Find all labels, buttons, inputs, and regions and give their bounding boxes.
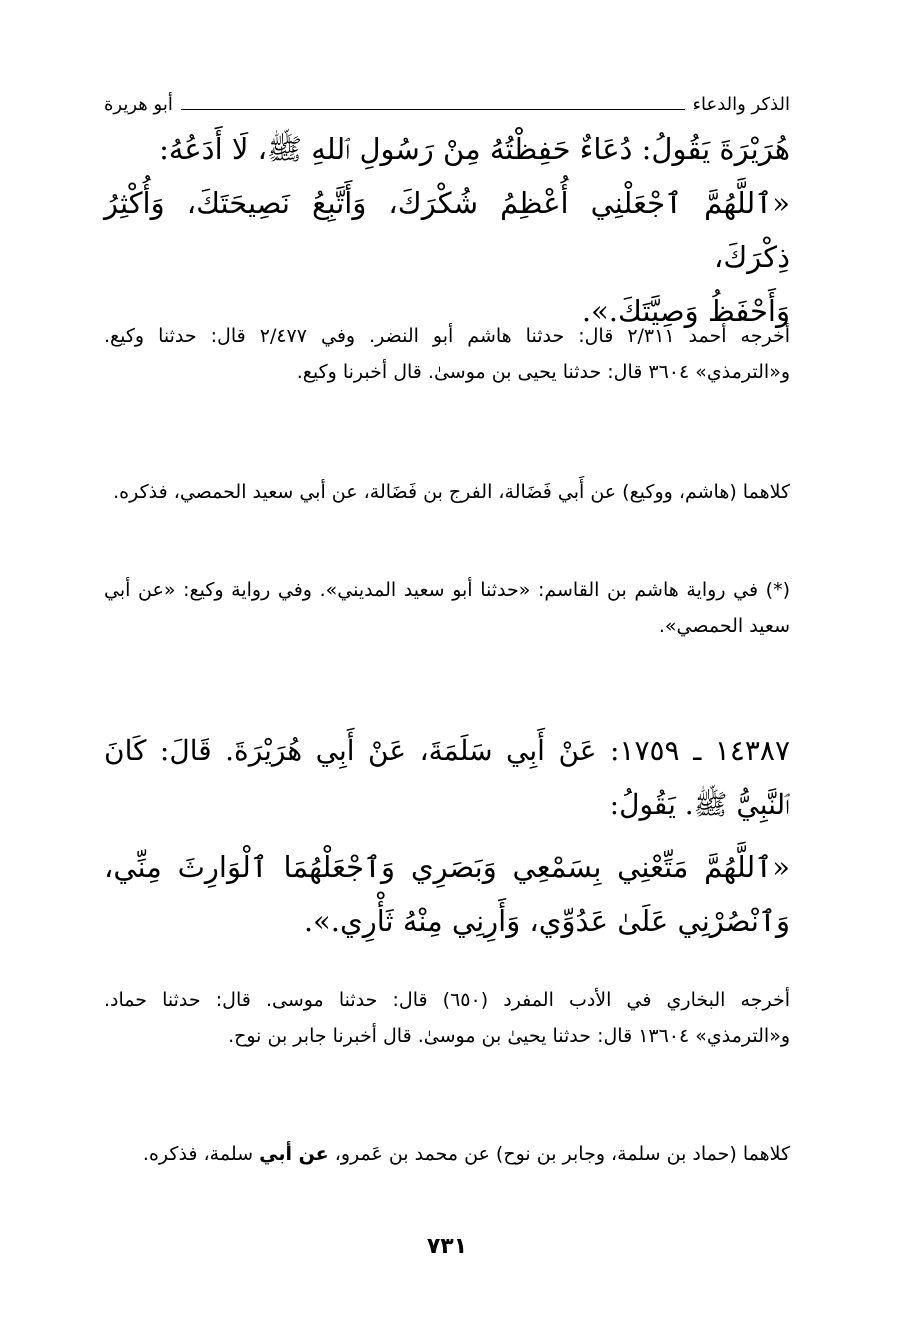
header-companion-name: أبو هريرة xyxy=(104,94,173,115)
quote-line-1: هُرَيْرَةَ يَقُولُ: دُعَاءٌ حَفِظْتُهُ مِنْ رَسُولِ ٱللهِ ﷺ، لَا أَدَعُهُ: xyxy=(159,132,790,166)
takhrij-paragraph-2: أخرجه البخاري في الأدب المفرد (٦٥٠) قال: حدثنا موسى. قال: حدثنا حماد. و«الترمذي» ١٣٦٠٤ قال: حدثنا يحيىٰ بن موسىٰ. قال أخبرنا جابر بن نوح. xyxy=(104,989,791,1047)
isnad-text-before: كلاهما (حماد بن سلمة، وجابر بن نوح) عن محمد بن عَمرو، xyxy=(328,1143,790,1165)
quote-line-3: وَأَحْفَظُ وَصِيَّتَكَ.». xyxy=(581,294,790,328)
top-quote xyxy=(104,122,790,338)
page-number: ٧٣١ xyxy=(426,1234,468,1259)
document-page xyxy=(104,86,790,1316)
header-chapter-title: الذكر والدعاء xyxy=(692,94,790,115)
hadith-heading: ١٤٣٨٧ ـ ١٧٥٩: عَنْ أَبِي سَلَمَةَ، عَنْ أَبِي هُرَيْرَةَ. قَالَ: كَانَ ٱلنَّبِيُّ ﷺ. يَقُولُ: xyxy=(104,734,790,821)
takhrij-paragraph-1: أخرجه أحمد ٢/٣١١ قال: حدثنا هاشم أبو النضر. وفي ٢/٤٧٧ قال: حدثنا وكيع. و«الترمذي» ٣٦٠٤ قال: حدثنا يحيى بن موسىٰ. قال أخبرنا وكيع. xyxy=(104,325,790,383)
hadith-1759 xyxy=(104,724,790,948)
isnad-paragraph-2 xyxy=(104,1136,790,1172)
running-header xyxy=(104,86,790,116)
quote-line-2: «ٱللَّهُمَّ ٱجْعَلْنِي أُعْظِمُ شُكْرَكَ، وَأَتَّبِعُ نَصِيحَتَكَ، وَأُكْثِرُ ذِكْرَكَ، xyxy=(104,186,790,274)
header-rule xyxy=(181,109,685,110)
hadith-quote: «ٱللَّهُمَّ مَتِّعْنِي بِسَمْعِي وَبَصَرِي وَٱجْعَلْهُمَا ٱلْوَارِثَ مِنِّي، وَٱنْصُرْنِي عَلَىٰ عَدُوِّي، وَأَرِنِي مِنْهُ ثَأْرِي.». xyxy=(104,850,790,938)
footnote-1: (*) في رواية هاشم بن القاسم: «حدثنا أبو سعيد المديني». وفي رواية وكيع: «عن أبي سعيد الحمصي». xyxy=(104,579,790,637)
isnad-text-after: سلمة، فذكره. xyxy=(142,1143,260,1165)
isnad-paragraph-1: كلاهما (هاشم، ووكيع) عن أَبي فَضَالة، الفرج بن فَضَالة، عن أبي سعيد الحمصي، فذكره. xyxy=(113,481,790,503)
isnad-bold-text: عن أبي xyxy=(259,1143,329,1165)
